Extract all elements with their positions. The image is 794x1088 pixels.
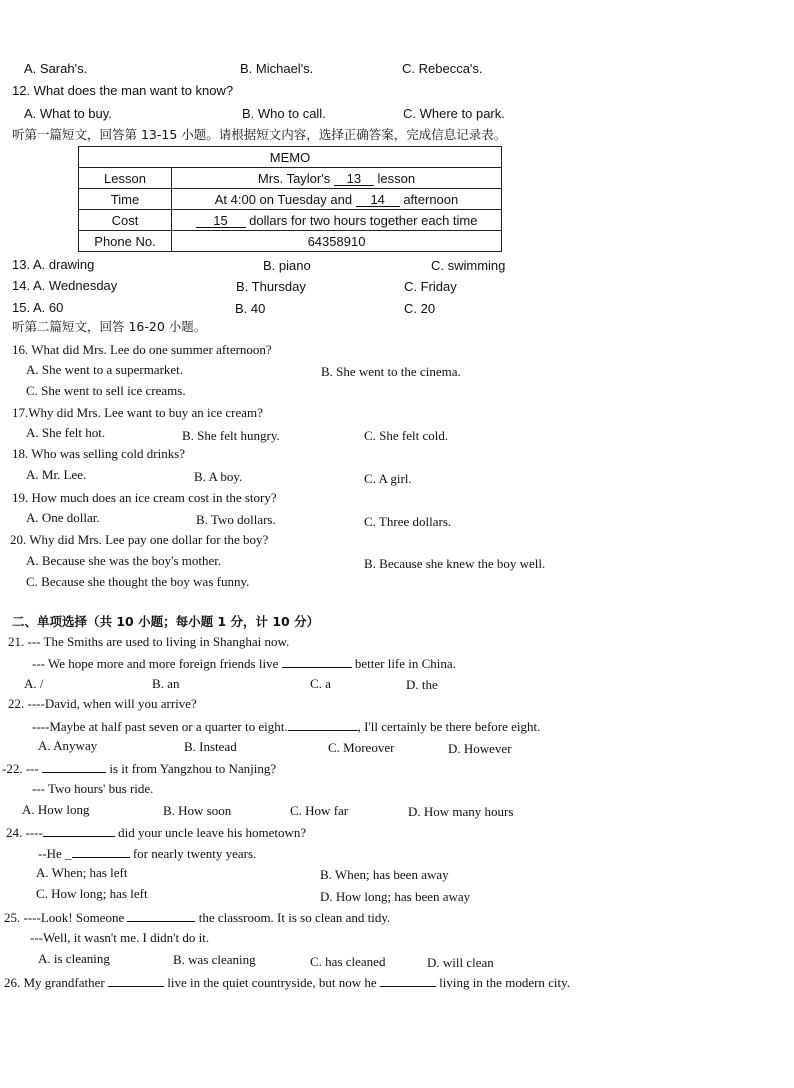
q21-line2-b: better life in China. [354, 656, 456, 671]
q15-option-c: C. 20 [404, 301, 436, 316]
q23-option-d: D. How many hours [408, 804, 514, 819]
q24-line1-b: did your uncle leave his hometown? [118, 825, 307, 840]
q18-option-b: B. A boy. [194, 469, 243, 484]
q24-option-b: B. When; has been away [320, 867, 449, 882]
q25-option-d: D. will clean [427, 955, 494, 970]
q24-line2 [38, 845, 256, 862]
q23-line2: --- Two hours' bus ride. [32, 781, 154, 796]
q25-line1-b: the classroom. It is so clean and tidy. [198, 910, 391, 925]
section2-instructions: 听第二篇短文，回答 16-20 小题。 [12, 319, 207, 334]
q11-option-b: B. Michael's. [240, 61, 314, 76]
q17-option-b: B. She felt hungry. [182, 428, 280, 443]
q17-option-a: A. She felt hot. [26, 425, 106, 440]
q15-option-b: B. 40 [235, 301, 266, 316]
memo-value-lesson [172, 168, 502, 189]
q24-line2-b: for nearly twenty years. [132, 846, 257, 861]
q23-option-b: B. How soon [163, 803, 232, 818]
q24-line1-a: 24. ---- [6, 825, 43, 840]
q23-line1-b: is it from Yangzhou to Nanjing? [109, 761, 277, 776]
q21-option-a: A. / [24, 676, 44, 691]
memo-time-post: afternoon [403, 191, 459, 207]
q24-option-d: D. How long; has been away [320, 889, 471, 904]
q12-option-c: C. Where to park. [403, 106, 505, 121]
q21-line2-a: --- We hope more and more foreign friends live [32, 656, 279, 671]
q24-blank-2 [72, 845, 130, 858]
q20-option-c: C. Because she thought the boy was funny. [26, 574, 250, 589]
q25-line1 [4, 909, 390, 926]
q26-blank-1 [108, 974, 164, 987]
q11-option-c: C. Rebecca's. [402, 61, 483, 76]
q12-option-a: A. What to buy. [24, 106, 112, 121]
q23-line1 [2, 760, 276, 777]
q13-option-b: B. piano [263, 258, 311, 273]
q25-option-a: A. is cleaning [38, 951, 110, 966]
q22-line2-a: ----Maybe at half past seven or a quarter to eight. [32, 719, 288, 734]
q16-stem: 16. What did Mrs. Lee do one summer afternoon? [12, 342, 272, 357]
q20-option-b: B. Because she knew the boy well. [364, 556, 546, 571]
memo-lesson-post: lesson [377, 170, 416, 186]
memo-lesson-pre: Mrs. Taylor's [257, 170, 331, 186]
q14-option-a: 14. A. Wednesday [12, 278, 118, 293]
q22-line1: 22. ----David, when will you arrive? [8, 696, 197, 711]
q16-option-a: A. She went to a supermarket. [26, 362, 184, 377]
q22-line2 [32, 718, 540, 735]
q21-option-d: D. the [406, 677, 438, 692]
memo-answer-15: 15 [196, 214, 246, 228]
q21-option-b: B. an [152, 676, 180, 691]
q21-option-c: C. a [310, 676, 331, 691]
q24-line1 [6, 824, 306, 841]
q14-option-c: C. Friday [404, 279, 457, 294]
q24-blank-1 [43, 824, 115, 837]
q26-part-c: living in the modern city. [439, 975, 571, 990]
q19-option-b: B. Two dollars. [196, 512, 276, 527]
q12-option-b: B. Who to call. [242, 106, 326, 121]
q20-option-a: A. Because she was the boy's mother. [26, 553, 222, 568]
q25-blank [127, 909, 195, 922]
q17-stem: 17.Why did Mrs. Lee want to buy an ice cream? [12, 405, 263, 420]
q15-option-a: 15. A. 60 [12, 300, 64, 315]
q22-option-d: D. However [448, 741, 512, 756]
q22-option-b: B. Instead [184, 739, 237, 754]
memo-time-pre: At 4:00 on Tuesday and [214, 191, 353, 207]
q24-line2-a: --He _ [38, 846, 72, 861]
q21-line1: 21. --- The Smiths are used to living in Shanghai now. [8, 634, 290, 649]
memo-cost-post: dollars for two hours together each time [249, 212, 478, 228]
q18-option-a: A. Mr. Lee. [26, 467, 87, 482]
q25-option-b: B. was cleaning [173, 952, 256, 967]
memo-label-phone: Phone No. [79, 231, 172, 252]
q18-stem: 18. Who was selling cold drinks? [12, 446, 186, 461]
q26-line [4, 974, 570, 991]
part2-header: 二、单项选择（共 10 小题；每小题 1 分，计 10 分） [12, 614, 320, 629]
q25-line2: ---Well, it wasn't me. I didn't do it. [30, 930, 210, 945]
q22-option-c: C. Moreover [328, 740, 395, 755]
q12-stem: 12. What does the man want to know? [12, 83, 234, 98]
section1-instructions: 听第一篇短文，回答第 13-15 小题。请根据短文内容，选择正确答案，完成信息记录表。 [12, 127, 507, 142]
memo-answer-14: 14 [356, 193, 400, 207]
memo-title: MEMO [79, 147, 502, 168]
memo-label-cost: Cost [79, 210, 172, 231]
q18-option-c: C. A girl. [364, 471, 412, 486]
q21-line2 [32, 655, 456, 672]
q16-option-c: C. She went to sell ice creams. [26, 383, 186, 398]
q25-line1-a: 25. ----Look! Someone [4, 910, 125, 925]
q16-option-b: B. She went to the cinema. [321, 364, 461, 379]
q20-stem: 20. Why did Mrs. Lee pay one dollar for the boy? [10, 532, 269, 547]
q23-blank [42, 760, 106, 773]
q23-option-c: C. How far [290, 803, 349, 818]
memo-answer-13: 13 [334, 172, 374, 186]
q22-line2-b: , I'll certainly be there before eight. [357, 719, 541, 734]
memo-value-time [172, 189, 502, 210]
q23-option-a: A. How long [22, 802, 90, 817]
q19-option-c: C. Three dollars. [364, 514, 452, 529]
q13-option-c: C. swimming [431, 258, 506, 273]
q22-option-a: A. Anyway [38, 738, 98, 753]
memo-label-time: Time [79, 189, 172, 210]
q26-part-a: 26. My grandfather [4, 975, 105, 990]
q24-option-a: A. When; has left [36, 865, 128, 880]
q19-option-a: A. One dollar. [26, 510, 100, 525]
q21-blank [282, 655, 352, 668]
q23-line1-a: -22. --- [2, 761, 39, 776]
memo-value-cost [172, 210, 502, 231]
q13-option-a: 13. A. drawing [12, 257, 95, 272]
q22-blank [288, 718, 358, 731]
memo-label-lesson: Lesson [79, 168, 172, 189]
q26-blank-2 [380, 974, 436, 987]
q14-option-b: B. Thursday [236, 279, 306, 294]
q19-stem: 19. How much does an ice cream cost in the story? [12, 490, 277, 505]
q24-option-c: C. How long; has left [36, 886, 148, 901]
q11-option-a: A. Sarah's. [24, 61, 88, 76]
q17-option-c: C. She felt cold. [364, 428, 449, 443]
memo-value-phone: 64358910 [172, 231, 502, 252]
q26-part-b: live in the quiet countryside, but now he [167, 975, 377, 990]
memo-table [78, 146, 502, 252]
q25-option-c: C. has cleaned [310, 954, 386, 969]
